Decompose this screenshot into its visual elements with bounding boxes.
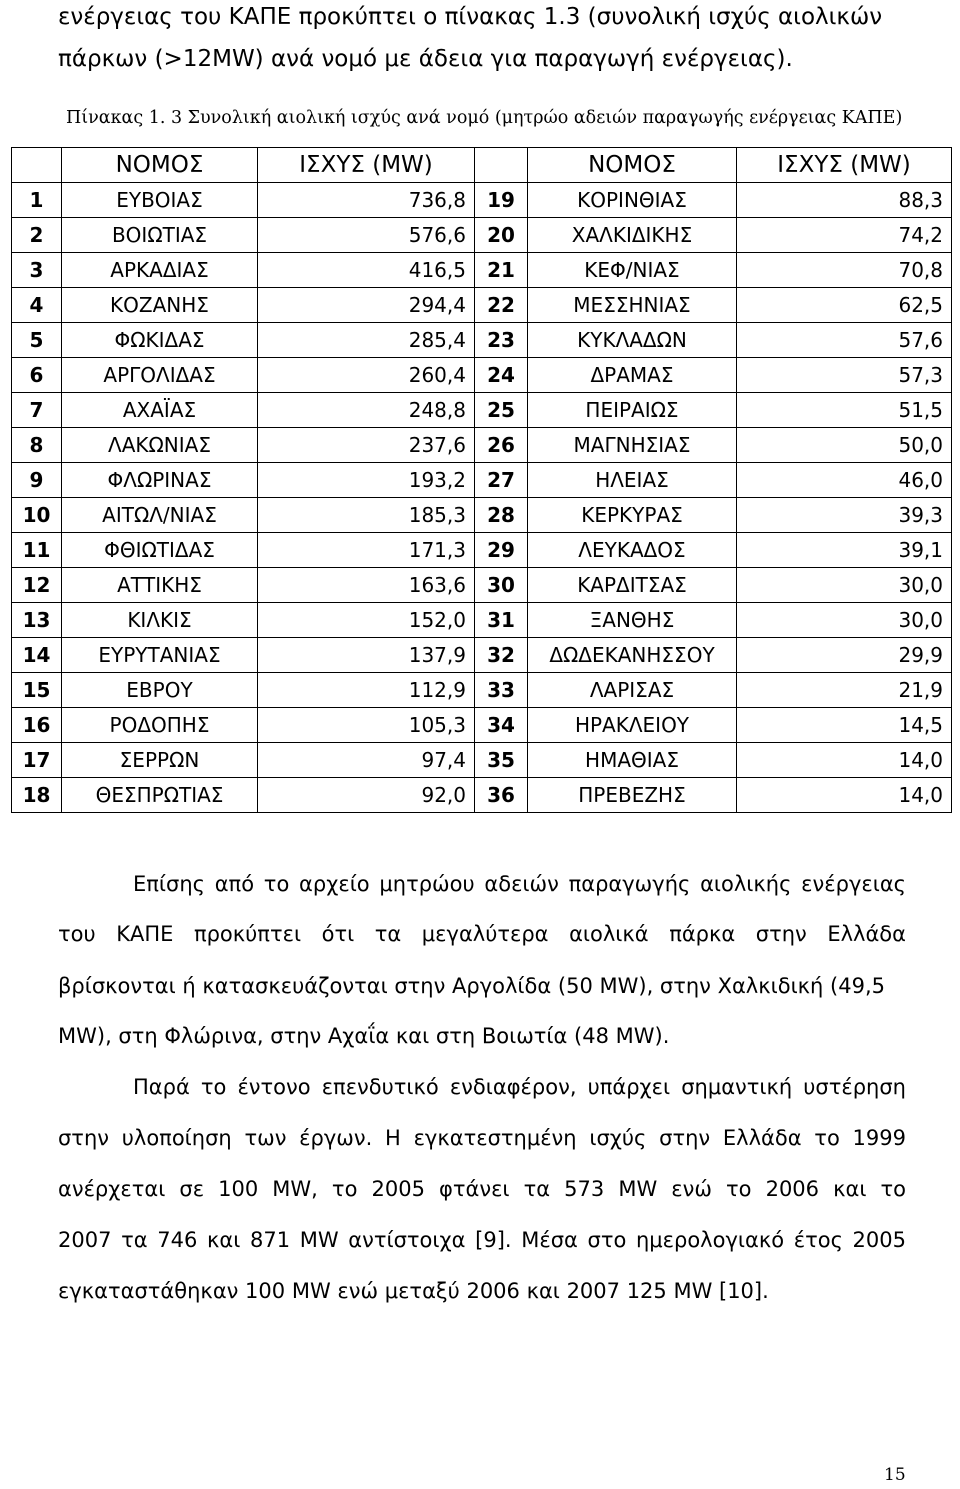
row-power-right: 88,3	[737, 183, 952, 218]
row-power-right: 46,0	[737, 463, 952, 498]
paragraph1-line-4: MW), στη Φλώρινα, στην Αχαΐα και στη Βοιωτία (48 MW).	[58, 1024, 670, 1048]
table-row	[12, 288, 952, 323]
row-power-right: 30,0	[737, 603, 952, 638]
paragraph2-line-3: ανέρχεται σε 100 MW, το 2005 φτάνει τα 573 MW ενώ το 2006 και το	[58, 1177, 906, 1201]
row-prefecture-right: ΚΑΡΔΙΤΣΑΣ	[528, 568, 737, 603]
row-prefecture-left: ΡΟΔΟΠΗΣ	[62, 708, 258, 743]
row-index-left: 7	[12, 393, 62, 428]
row-prefecture-left: ΣΕΡΡΩΝ	[62, 743, 258, 778]
row-prefecture-right: ΔΩΔΕΚΑΝΗΣΣΟΥ	[528, 638, 737, 673]
row-power-left: 185,3	[258, 498, 475, 533]
row-power-right: 74,2	[737, 218, 952, 253]
row-prefecture-left: ΑΡΚΑΔΙΑΣ	[62, 253, 258, 288]
row-power-right: 50,0	[737, 428, 952, 463]
row-prefecture-right: ΚΕΡΚΥΡΑΣ	[528, 498, 737, 533]
table-row	[12, 498, 952, 533]
paragraph2-line-4: 2007 τα 746 και 871 MW αντίστοιχα [9]. Μέσα στο ημερολογιακό έτος 2005	[58, 1228, 906, 1252]
row-index-left: 16	[12, 708, 62, 743]
row-index-left: 15	[12, 673, 62, 708]
row-prefecture-left: ΑΡΓΟΛΙΔΑΣ	[62, 358, 258, 393]
row-index-right: 36	[475, 778, 528, 813]
table-row	[12, 673, 952, 708]
wind-power-table	[11, 147, 952, 813]
row-prefecture-right: ΗΛΕΙΑΣ	[528, 463, 737, 498]
paragraph1-line-2: του ΚΑΠΕ προκύπτει ότι τα μεγαλύτερα αιολικά πάρκα στην Ελλάδα	[58, 922, 906, 946]
row-power-right: 39,3	[737, 498, 952, 533]
row-power-left: 163,6	[258, 568, 475, 603]
row-index-left: 13	[12, 603, 62, 638]
row-power-left: 152,0	[258, 603, 475, 638]
row-prefecture-right: ΜΑΓΝΗΣΙΑΣ	[528, 428, 737, 463]
row-power-left: 92,0	[258, 778, 475, 813]
row-prefecture-right: ΞΑΝΘΗΣ	[528, 603, 737, 638]
table-row	[12, 183, 952, 218]
table-row	[12, 708, 952, 743]
table-row	[12, 323, 952, 358]
table-row	[12, 463, 952, 498]
table-row	[12, 218, 952, 253]
row-index-left: 11	[12, 533, 62, 568]
row-power-left: 193,2	[258, 463, 475, 498]
row-prefecture-left: ΛΑΚΩΝΙΑΣ	[62, 428, 258, 463]
header-power-right: ΙΣΧΥΣ (MW)	[737, 148, 952, 183]
row-index-left: 6	[12, 358, 62, 393]
header-prefecture-right: ΝΟΜΟΣ	[528, 148, 737, 183]
page-number: 15	[884, 1465, 906, 1485]
row-index-right: 30	[475, 568, 528, 603]
row-power-left: 237,6	[258, 428, 475, 463]
table-header-row	[12, 148, 952, 183]
row-index-right: 34	[475, 708, 528, 743]
row-power-left: 248,8	[258, 393, 475, 428]
row-power-left: 576,6	[258, 218, 475, 253]
row-prefecture-right: ΚΕΦ/ΝΙΑΣ	[528, 253, 737, 288]
row-prefecture-left: ΕΥΒΟΙΑΣ	[62, 183, 258, 218]
row-index-left: 9	[12, 463, 62, 498]
row-power-left: 105,3	[258, 708, 475, 743]
row-index-right: 24	[475, 358, 528, 393]
table-row	[12, 743, 952, 778]
table-row	[12, 393, 952, 428]
row-power-right: 57,6	[737, 323, 952, 358]
row-prefecture-left: ΑΧΑΪΑΣ	[62, 393, 258, 428]
row-power-right: 30,0	[737, 568, 952, 603]
header-power-left: ΙΣΧΥΣ (MW)	[258, 148, 475, 183]
table-row	[12, 568, 952, 603]
paragraph2-line-1: Παρά το έντονο επενδυτικό ενδιαφέρον, υπάρχει σημαντική υστέρηση	[133, 1075, 906, 1099]
row-power-right: 14,0	[737, 743, 952, 778]
header-index-right	[475, 148, 528, 183]
row-index-right: 23	[475, 323, 528, 358]
intro-line-1: ενέργειας του ΚΑΠΕ προκύπτει ο πίνακας 1.3 (συνολική ισχύς αιολικών	[58, 4, 883, 30]
row-index-right: 26	[475, 428, 528, 463]
row-prefecture-left: ΕΒΡΟΥ	[62, 673, 258, 708]
row-index-left: 8	[12, 428, 62, 463]
row-power-right: 14,5	[737, 708, 952, 743]
row-prefecture-left: ΕΥΡΥΤΑΝΙΑΣ	[62, 638, 258, 673]
row-index-right: 22	[475, 288, 528, 323]
row-prefecture-right: ΗΡΑΚΛΕΙΟΥ	[528, 708, 737, 743]
row-prefecture-right: ΗΜΑΘΙΑΣ	[528, 743, 737, 778]
row-index-left: 17	[12, 743, 62, 778]
row-power-right: 14,0	[737, 778, 952, 813]
row-power-left: 736,8	[258, 183, 475, 218]
row-index-right: 25	[475, 393, 528, 428]
row-power-right: 51,5	[737, 393, 952, 428]
row-index-left: 10	[12, 498, 62, 533]
row-index-left: 5	[12, 323, 62, 358]
row-index-right: 19	[475, 183, 528, 218]
row-prefecture-left: ΦΘΙΩΤΙΔΑΣ	[62, 533, 258, 568]
row-power-left: 97,4	[258, 743, 475, 778]
row-prefecture-left: ΚΙΛΚΙΣ	[62, 603, 258, 638]
row-prefecture-right: ΚΥΚΛΑΔΩΝ	[528, 323, 737, 358]
table-row	[12, 778, 952, 813]
row-prefecture-right: ΜΕΣΣΗΝΙΑΣ	[528, 288, 737, 323]
row-power-right: 39,1	[737, 533, 952, 568]
row-index-right: 27	[475, 463, 528, 498]
table-row	[12, 638, 952, 673]
row-prefecture-left: ΦΩΚΙΔΑΣ	[62, 323, 258, 358]
row-index-left: 18	[12, 778, 62, 813]
row-prefecture-left: ΑΤΤΙΚΗΣ	[62, 568, 258, 603]
row-index-left: 12	[12, 568, 62, 603]
row-power-left: 285,4	[258, 323, 475, 358]
table-caption: Πίνακας 1. 3 Συνολική αιολική ισχύς ανά νομό (μητρώο αδειών παραγωγής ενέργειας ΚΑΠΕ)	[66, 108, 903, 128]
row-index-right: 29	[475, 533, 528, 568]
row-prefecture-right: ΠΕΙΡΑΙΩΣ	[528, 393, 737, 428]
row-power-left: 171,3	[258, 533, 475, 568]
row-index-left: 1	[12, 183, 62, 218]
row-index-right: 20	[475, 218, 528, 253]
intro-line-2: πάρκων (>12MW) ανά νομό με άδεια για παραγωγή ενέργειας).	[58, 46, 793, 72]
row-power-left: 294,4	[258, 288, 475, 323]
header-prefecture-left: ΝΟΜΟΣ	[62, 148, 258, 183]
row-index-right: 32	[475, 638, 528, 673]
row-power-left: 416,5	[258, 253, 475, 288]
table-row	[12, 358, 952, 393]
row-power-right: 29,9	[737, 638, 952, 673]
row-index-right: 28	[475, 498, 528, 533]
row-prefecture-left: ΚΟΖΑΝΗΣ	[62, 288, 258, 323]
row-prefecture-right: ΠΡΕΒΕΖΗΣ	[528, 778, 737, 813]
row-prefecture-right: ΚΟΡΙΝΘΙΑΣ	[528, 183, 737, 218]
paragraph1-line-3: βρίσκονται ή κατασκευάζονται στην Αργολίδα (50 MW), στην Χαλκιδική (49,5	[58, 974, 885, 998]
row-power-left: 112,9	[258, 673, 475, 708]
row-index-right: 31	[475, 603, 528, 638]
row-prefecture-left: ΑΙΤΩΛ/ΝΙΑΣ	[62, 498, 258, 533]
row-index-right: 35	[475, 743, 528, 778]
row-prefecture-left: ΒΟΙΩΤΙΑΣ	[62, 218, 258, 253]
row-prefecture-left: ΘΕΣΠΡΩΤΙΑΣ	[62, 778, 258, 813]
row-index-right: 21	[475, 253, 528, 288]
row-prefecture-right: ΛΑΡΙΣΑΣ	[528, 673, 737, 708]
paragraph1-line-1: Επίσης από το αρχείο μητρώου αδειών παραγωγής αιολικής ενέργειας	[133, 872, 906, 896]
row-power-left: 137,9	[258, 638, 475, 673]
row-power-left: 260,4	[258, 358, 475, 393]
table-row	[12, 253, 952, 288]
row-index-left: 4	[12, 288, 62, 323]
paragraph2-line-5: εγκαταστάθηκαν 100 MW ενώ μεταξύ 2006 και 2007 125 MW [10].	[58, 1279, 769, 1303]
row-power-right: 70,8	[737, 253, 952, 288]
row-prefecture-right: ΔΡΑΜΑΣ	[528, 358, 737, 393]
row-power-right: 62,5	[737, 288, 952, 323]
header-index-left	[12, 148, 62, 183]
row-power-right: 21,9	[737, 673, 952, 708]
row-prefecture-right: ΧΑΛΚΙΔΙΚΗΣ	[528, 218, 737, 253]
row-power-right: 57,3	[737, 358, 952, 393]
table-row	[12, 533, 952, 568]
table-row	[12, 428, 952, 463]
row-prefecture-right: ΛΕΥΚΑΔΟΣ	[528, 533, 737, 568]
row-prefecture-left: ΦΛΩΡΙΝΑΣ	[62, 463, 258, 498]
row-index-left: 2	[12, 218, 62, 253]
row-index-left: 14	[12, 638, 62, 673]
paragraph2-line-2: στην υλοποίηση των έργων. Η εγκατεστημένη ισχύς στην Ελλάδα το 1999	[58, 1126, 906, 1150]
row-index-right: 33	[475, 673, 528, 708]
table-row	[12, 603, 952, 638]
row-index-left: 3	[12, 253, 62, 288]
table-body	[12, 183, 952, 813]
